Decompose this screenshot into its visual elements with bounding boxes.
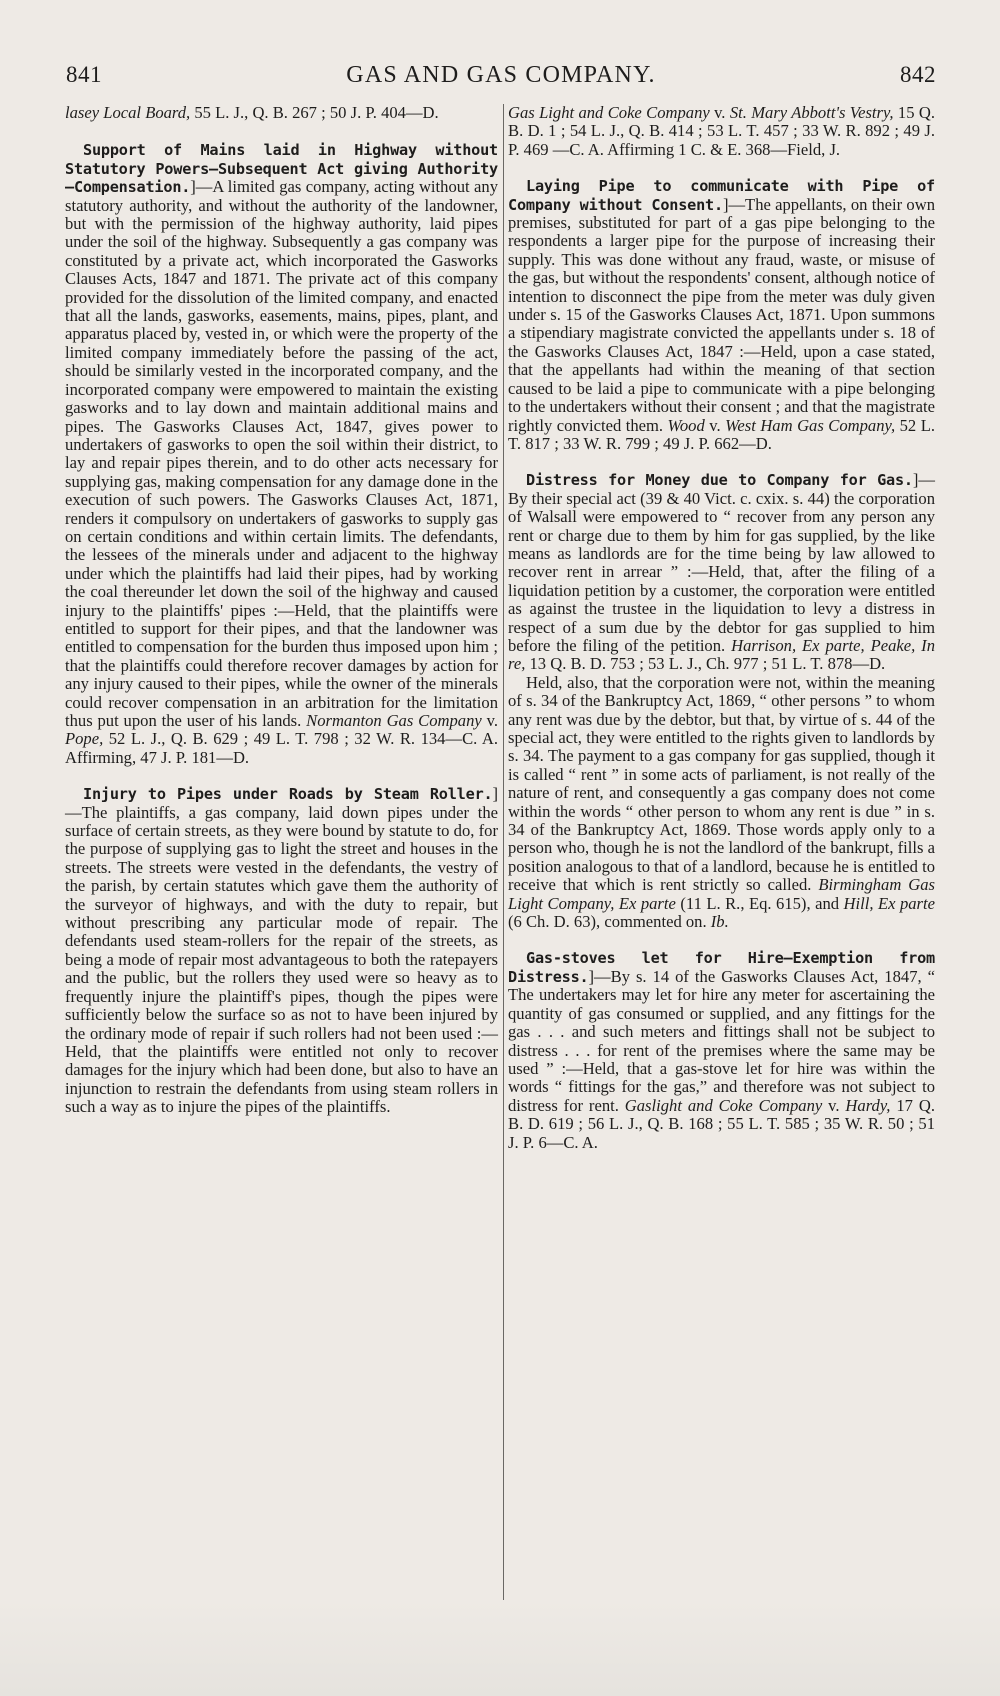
- citation-connector: v.: [709, 103, 730, 122]
- paragraph-text: ]—A limited gas company, acting without any statutory authority, and without the authority of the landowner, but with the permission of the highway authority, laid pipes under the soil of the highway. Subsequently a gas company was constituted by a private act, which incorporated the Gasworks Clauses Acts, 1847 and 1871. The private act of this company provided for the dissolution of the limited company, and enacted that all the lands, gasworks, easements, mains, pipes, plant, and apparatus placed by, vested in, or which were the property of the limited company immediately before the passing of the act, should be similarly vested in the incorporated company, and the incorporated company were empowered to maintain the existing gasworks and to lay down and maintain additional mains and pipes. The Gasworks Clauses Act, 1847, gives power to undertakers of gasworks to open the soil within their district, to lay and repair pipes therein, and to do other acts necessary for supplying gas, making compensation for any damage done in the execution of such powers. The Gasworks Clauses Act, 1871, renders it compulsory on undertakers of gasworks to supply gas on certain conditions and within certain limits. The defendants, the lessees of the minerals under and adjacent to the highway under which the plaintiffs had laid their pipes, had by working the coal thereunder let down the soil of the highway and caused injury to the plaintiffs' pipes :—Held, that the plaintiffs were entitled to support for their pipes, and that the landowner was entitled to compensation for the burden thus imposed upon him ; that the plaintiffs could therefore recover damages by action for any injury caused to their pipes, while the owner of the minerals could recover compensation in an arbitration for the limitation thus put upon the user of his lands.: [65, 177, 498, 730]
- paragraph-injury-to-pipes: [65, 785, 498, 1116]
- case-citation-party: Hardy,: [845, 1095, 891, 1115]
- left-column: [65, 104, 498, 1117]
- citation-reference: 52 L. T. 817 ; 33 W. R. 799 ; 49 J. P. 662—D.: [508, 415, 935, 453]
- paragraph-text: ]—The plaintiffs, a gas company, laid down pipes under the surface of certain streets, as they were bound by statute to do, for the purpose of supplying gas to light the street and houses in the streets. The streets were vested in the defendants, the vestry of the parish, by certain statutes which gave them the authority of the surveyor of highways, and with the duty to repair, but without prescribing any particular mode of repair. The defendants used steam-rollers for the repair of the streets, as being a mode of repair most advantageous to both the ratepayers and the public, but the rollers they used were so heavy as to frequently injure the plaintiff's pipes, though the pipes were sufficiently below the surface so as not to have been injured by the ordinary mode of repair if such rollers had not been used :—Held, that the plaintiffs were entitled not only to recover damages for the injury which had been done, but also to have an injunction to restrain the defendants from using steam rollers in such a way as to injure the pipes of the plaintiffs.: [65, 784, 498, 1117]
- paragraph-heading: Injury to Pipes under Roads by Steam Roller.: [83, 785, 493, 804]
- paragraph-heading: Laying Pipe to communicate with Pipe of Company without Consent.: [508, 177, 935, 214]
- case-citation-party: St. Mary Abbott's Vestry,: [729, 103, 894, 122]
- paragraph-heading: Gas-stoves let for Hire—Exemption from Distress.: [508, 949, 935, 986]
- citation-reference: 52 L. J., Q. B. 629 ; 49 L. T. 798 ; 32 W. R. 134—C. A. Affirming, 47 J. P. 181—D.: [65, 729, 498, 767]
- paragraph-text: ]—By s. 14 of the Gasworks Clauses Act, 1847, “ The undertakers may let for hire any meter for ascertaining the quantity of gas consumed or supplied, and any fittings for the gas . . . and such meters and fittings shall not be subject to distress . . . for rent of the premises where the same may be used ” :—Held, that a gas-stove let for hire was within the words “ fittings for the gas,” and therefore was not subject to distress for rent.: [508, 966, 935, 1115]
- paragraph-heading: Distress for Money due to Company for Gas.: [526, 471, 913, 490]
- case-citation: Gaslight and Coke Company: [624, 1095, 823, 1115]
- paragraph-distress-for-money: [508, 471, 935, 673]
- case-citation-party: West Ham Gas Company,: [725, 415, 896, 435]
- case-citation: Wood: [667, 415, 705, 435]
- paragraph-heading: Support of Mains laid in Highway without Statutory Powers—Subsequent Act giving Authority—Compensation.: [65, 141, 498, 197]
- citation-reference: (6 Ch. D. 63), commented on.: [508, 912, 711, 932]
- citation-connector: v.: [481, 711, 498, 730]
- paragraph-text: ]—By their special act (39 & 40 Vict. c. cxix. s. 44) the corporation of Walsall were empowered to “ recover from any person any rent or charge due to them by him for gas supplied, by the like means as landlords are for the time being by law allowed to recover rent in arrear ” :—Held, that, after the filing of a liquidation petition by a customer, the corporation were entitled as against the trustee in the liquidation to levy a distress in respect of a sum due by the debtor for gas supplied to him before the filing of the petition.: [508, 470, 935, 655]
- right-page-number: 842: [900, 62, 936, 87]
- page-bottom-margin: [0, 1600, 1000, 1696]
- citation-connector: v.: [822, 1095, 846, 1115]
- paragraph-held-also: [508, 674, 935, 932]
- citation-reference: 13 Q. B. D. 753 ; 53 L. J., Ch. 977 ; 51 L. T. 878—D.: [525, 654, 886, 674]
- page-header: [66, 62, 936, 98]
- paragraph-continuation: [508, 104, 935, 159]
- paragraph-gas-stoves: [508, 949, 935, 1151]
- ibid-reference: Ib.: [710, 912, 729, 932]
- paragraph-laying-pipe: [508, 177, 935, 453]
- case-citation: Harrison, Ex parte, Peake, In re,: [508, 635, 935, 674]
- right-column: [508, 104, 935, 1152]
- citation-connector: v.: [704, 415, 726, 435]
- paragraph-support-of-mains: [65, 141, 498, 767]
- case-citation: lasey Local Board,: [65, 103, 191, 122]
- citation-connector: (11 L. R., Eq. 615), and: [675, 893, 844, 913]
- running-title: GAS AND GAS COMPANY.: [346, 62, 656, 88]
- left-page-number: 841: [66, 62, 102, 87]
- case-citation-party: Pope,: [65, 729, 104, 749]
- case-citation: Birmingham Gas Light Company, Ex parte: [508, 875, 936, 913]
- paragraph-text: ]—The appellants, on their own premises, substituted for part of a gas pipe belonging to the respondents a larger pipe for the purpose of increasing their supply. This was done without any fraud, waste, or misuse of the gas, but without the respondents' consent, although notice of intention to disconnect the pipe from the meter was duly given under s. 15 of the Gasworks Clauses Act, 1871. Upon summons a stipendiary magistrate convicted the appellants under s. 18 of the Gasworks Clauses Act, 1847 :—Held, upon a case stated, that the appellants had within the meaning of that section caused to be laid a pipe to communicate with a pipe belonging to the undertakers without their consent ; and that the magistrate rightly convicted them.: [508, 194, 936, 435]
- citation-reference: 15 Q. B. D. 1 ; 54 L. J., Q. B. 414 ; 53 L. T. 457 ; 33 W. R. 892 ; 49 J. P. 469 —C. A. Affirming 1 C. & E. 368—Field, J.: [508, 103, 935, 159]
- column-divider: [503, 104, 504, 1644]
- case-citation: Gas Light and Coke Company: [508, 103, 710, 122]
- citation-reference: 17 Q. B. D. 619 ; 56 L. J., Q. B. 168 ; 55 L. T. 585 ; 35 W. R. 50 ; 51 J. P. 6—C. A.: [508, 1095, 935, 1152]
- paragraph-continuation: [65, 104, 498, 122]
- case-citation: Normanton Gas Company: [306, 711, 482, 730]
- citation-text: 55 L. J., Q. B. 267 ; 50 J. P. 404—D.: [190, 103, 439, 122]
- case-citation-party: Hill, Ex parte: [843, 893, 935, 913]
- paragraph-text: Held, also, that the corporation were not, within the meaning of s. 34 of the Bankruptcy Act, 1869, “ other persons ” to whom any rent was due by the debtor, but that, by virtue of s. 44 of the special act, they were entitled to the rights given to landlords by s. 34. The payment to a gas company for gas supplied, though it is called “ rent ” in some acts of parliament, is not really of the nature of rent, and consequently a gas company does not come within the words “ other person to whom any rent is due ” in s. 34 of the Bankruptcy Act, 1869. Those words apply only to a person who, though he is not the landlord of the bankrupt, fills a position analogous to that of a landlord, because he is entitled to receive that which is rent strictly so called.: [508, 672, 935, 895]
